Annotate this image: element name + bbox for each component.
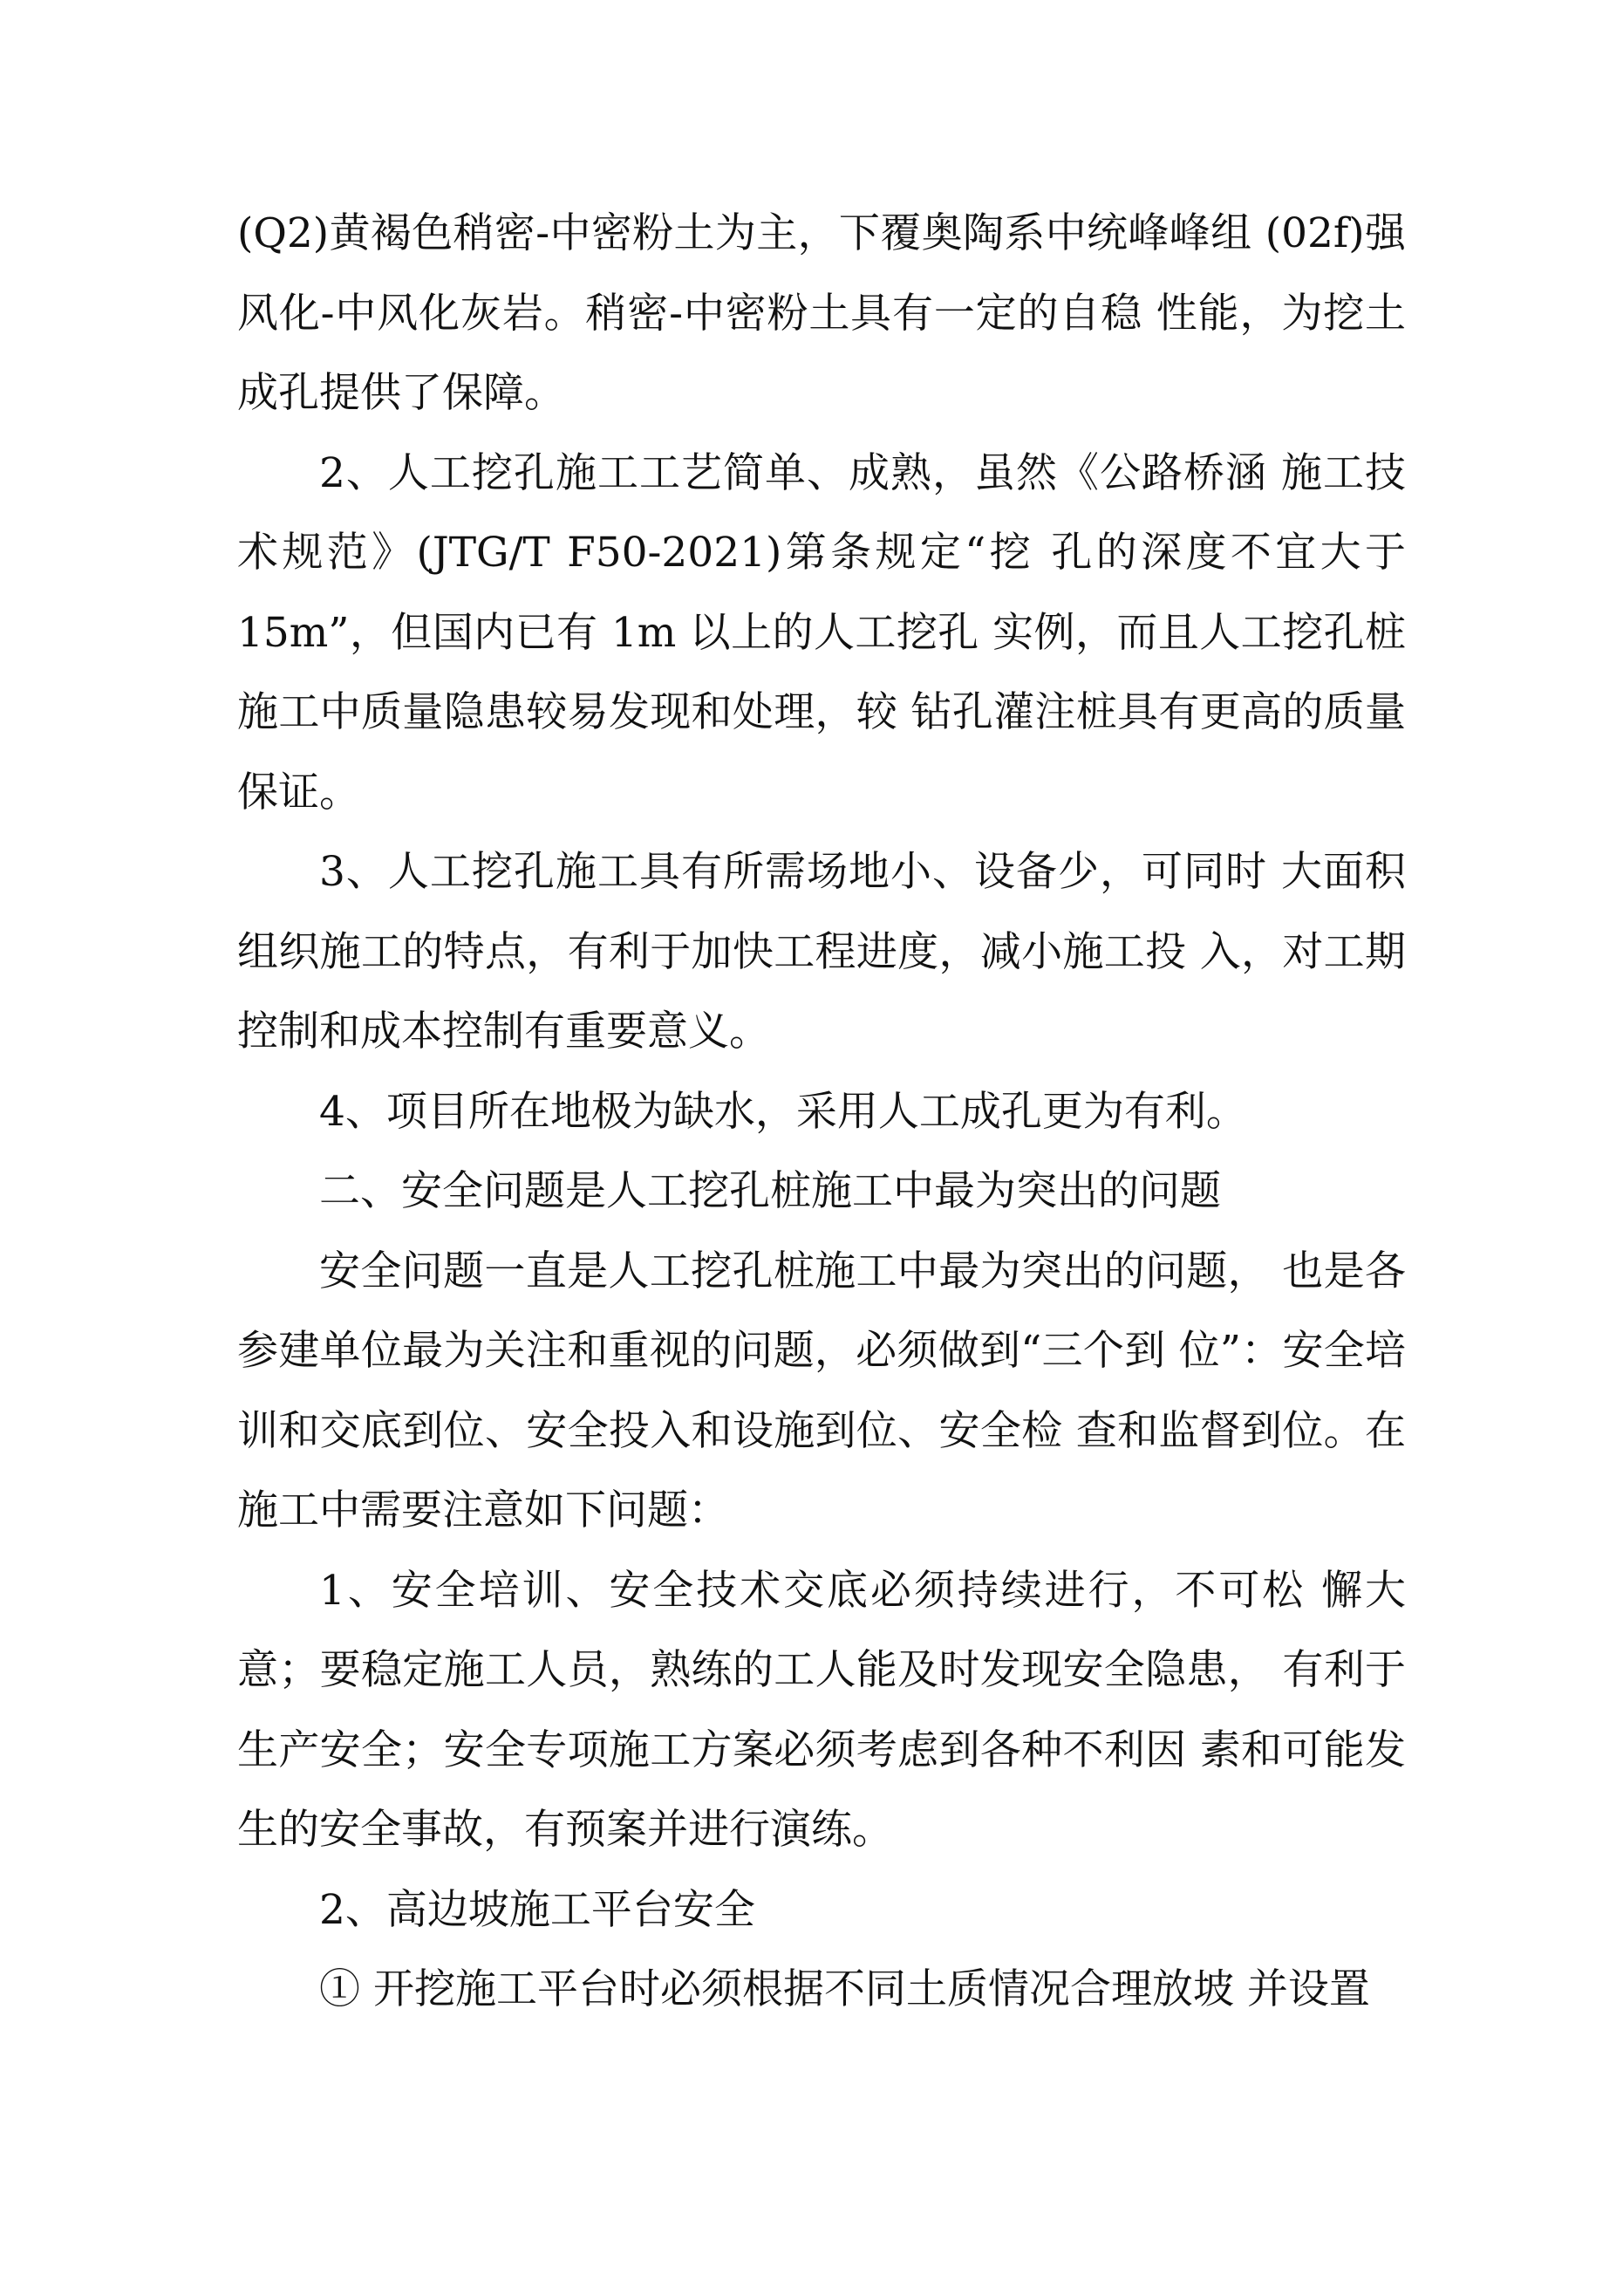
paragraph-safety-point-2: 2、高边坡施工平台安全 [319, 1885, 755, 1934]
paragraph-safety-subpoint-1: ① 开挖施工平台时必须根据不同土质情况合理放坡 并设置 [319, 1965, 1370, 2013]
paragraph-geology-continuation: (Q2)黄褐色稍密-中密粉土为主，下覆奥陶系中统峰峰组 (02f)强风化-中风化灰岩。稍密-中密粉土具有一定的自稳 性能，为挖土成孔提供了保障。 [237, 209, 1406, 417]
document-body [237, 194, 1406, 2030]
section-heading-safety: 二、安全问题是人工挖孔桩施工中最为突出的问题 [319, 1167, 1221, 1215]
paragraph-point-2: 2、人工挖孔施工工艺简单、成熟，虽然《公路桥涵 施工技术规范》(JTG/T F50-2021)第条规定“挖 孔的深度不宜大于 15m”，但国内已有 1m 以上的人工挖孔 实例，而且人工挖孔桩施工中质量隐患较易发现和处理，较 钻孔灌注桩具有更高的质量保证。 [237, 448, 1406, 817]
paragraph-safety-point-1: 1、安全培训、安全技术交底必须持续进行，不可松 懈大意；要稳定施工人员，熟练的工人能及时发现安全隐患， 有利于生产安全；安全专项施工方案必须考虑到各种不利因 素和可能发生的安全事故，有预案并进行演练。 [237, 1566, 1406, 1854]
paragraph-point-4: 4、项目所在地极为缺水，采用人工成孔更为有利。 [319, 1087, 1247, 1136]
paragraph-point-3: 3、人工挖孔施工具有所需场地小、设备少，可同时 大面积组织施工的特点，有利于加快工程进度，减小施工投 入，对工期控制和成本控制有重要意义。 [237, 848, 1406, 1056]
paragraph-safety-intro: 安全问题一直是人工挖孔桩施工中最为突出的问题， 也是各参建单位最为关注和重视的问题，必须做到“三个到 位”：安全培训和交底到位、安全投入和设施到位、安全检 查和监督到位。在施工中需要注意如下问题： [237, 1247, 1406, 1534]
